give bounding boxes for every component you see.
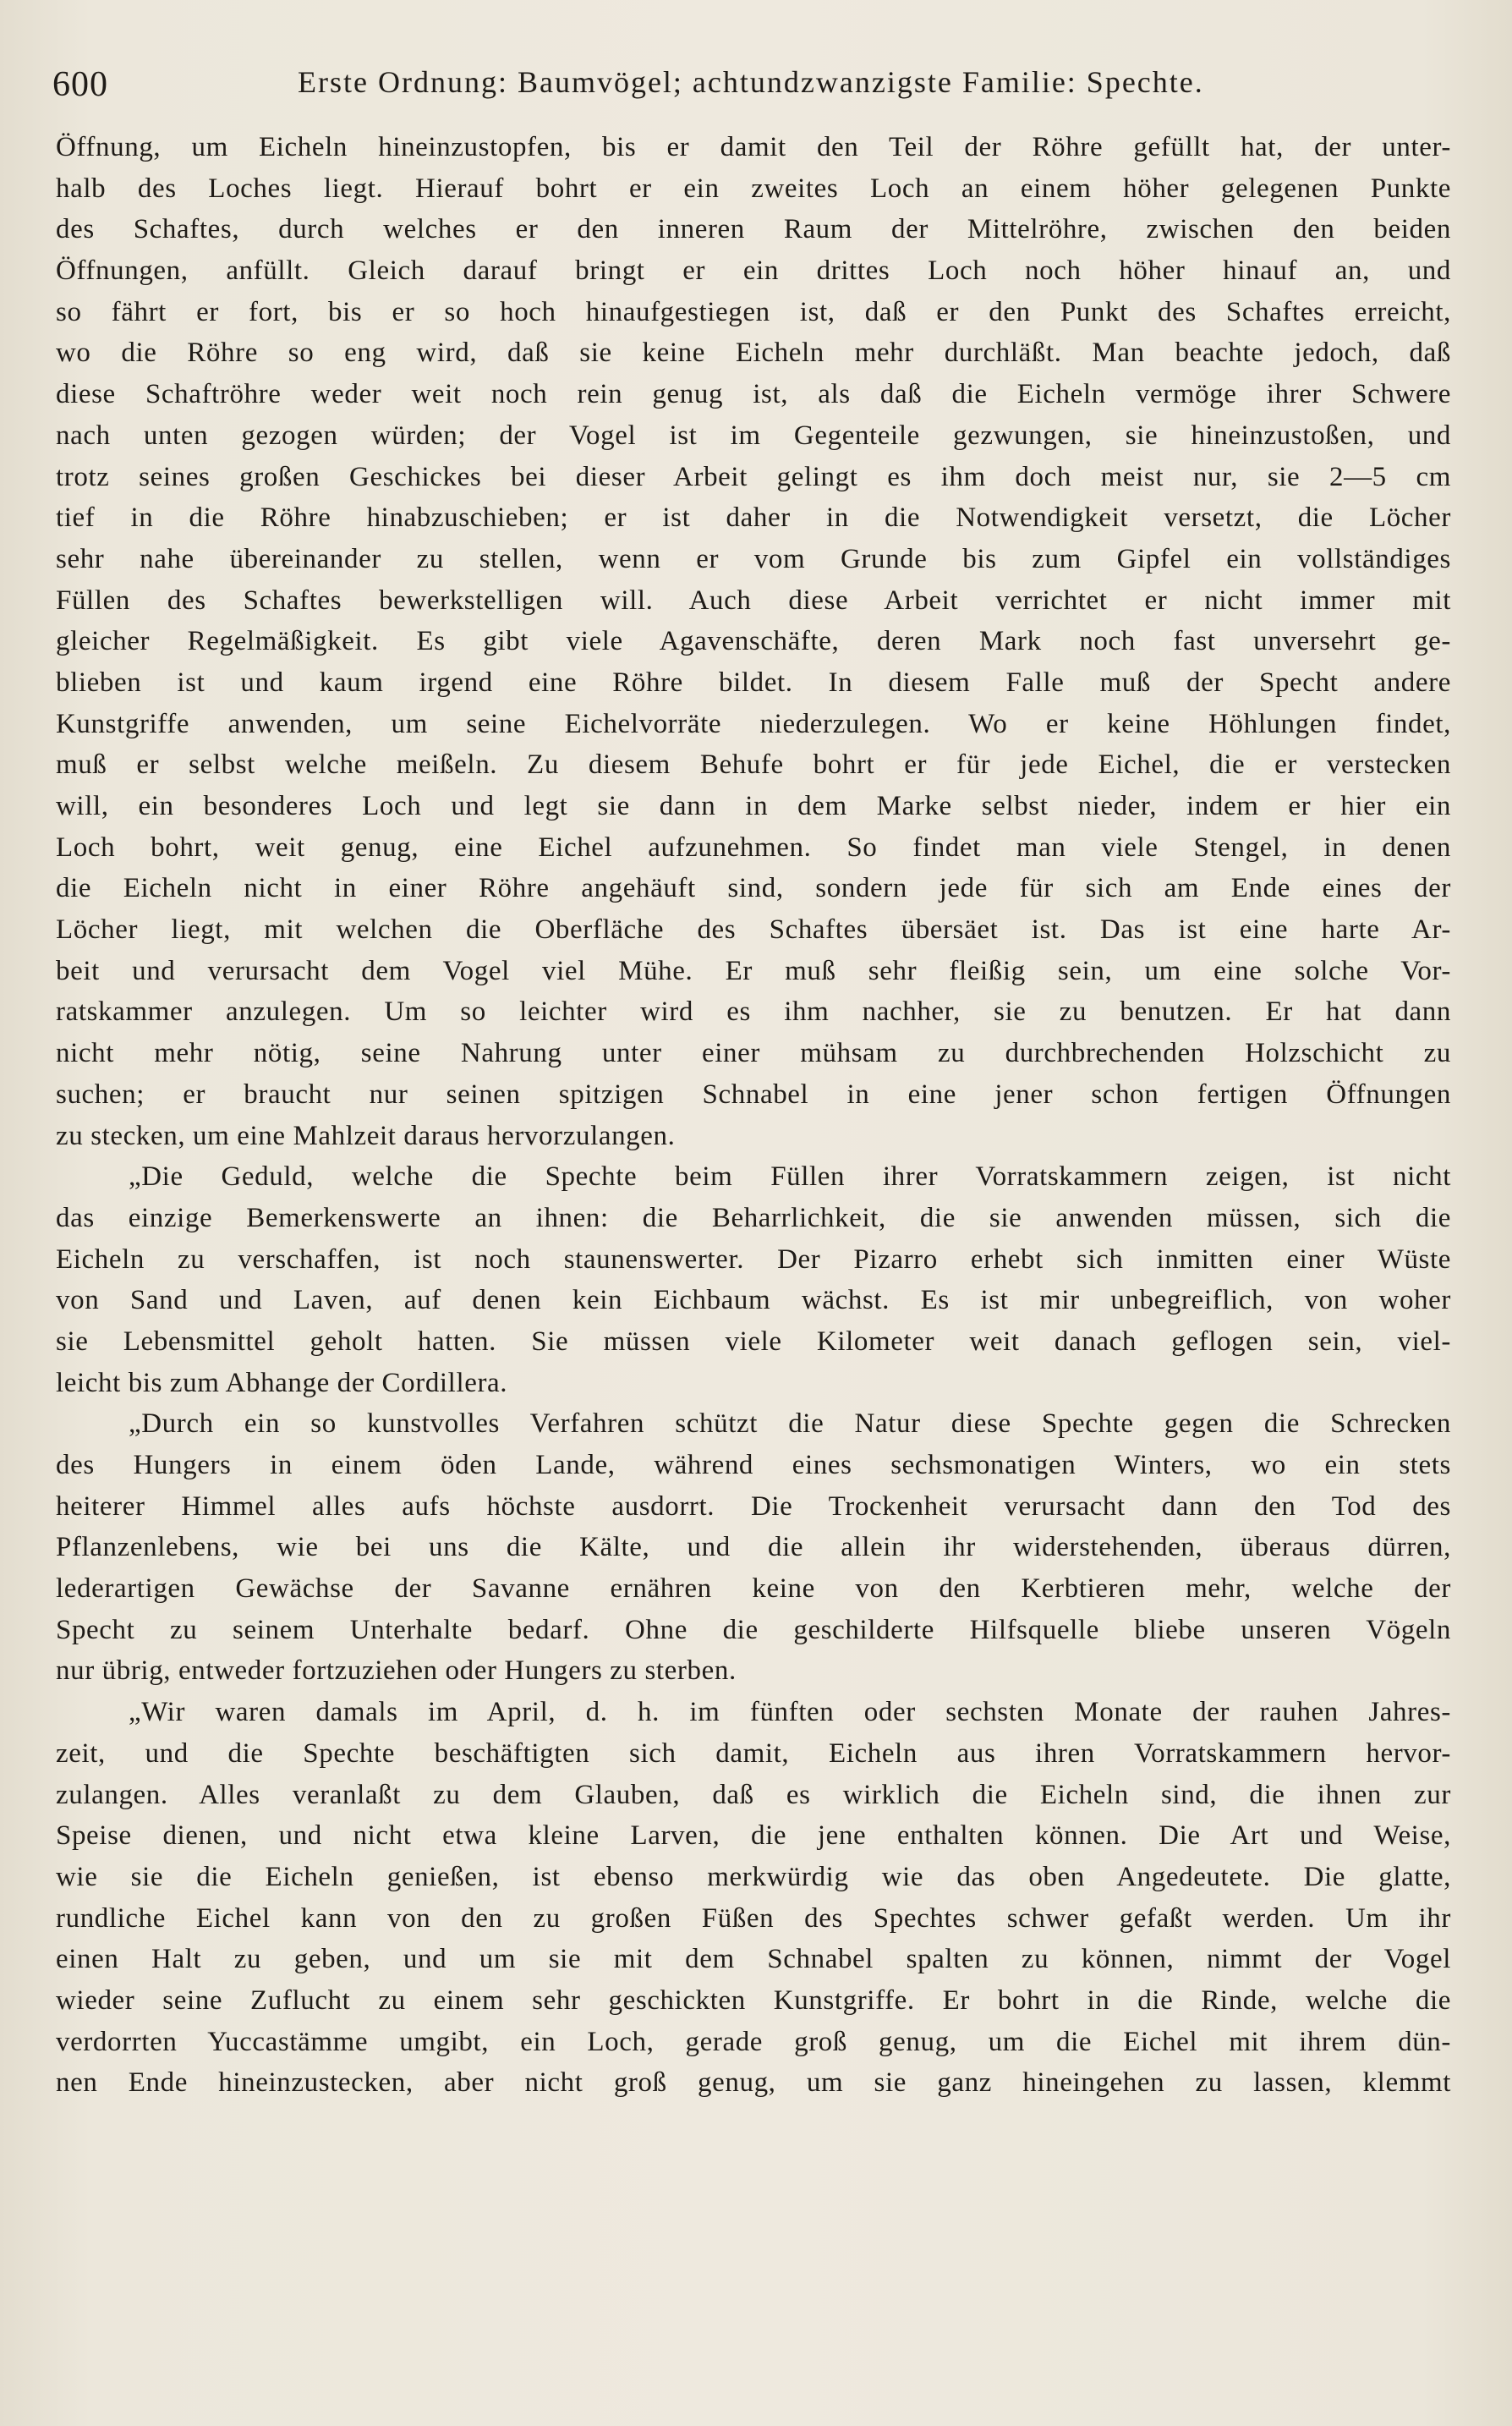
text-line: nach unten gezogen würden; der Vogel ist im Gegenteile gezwungen, sie hineinzustoßen, und [56, 420, 1451, 451]
text-line: von Sand und Laven, auf denen kein Eichbaum wächst. Es ist mir unbegreiflich, von woher [56, 1285, 1451, 1316]
text-line: Löcher liegt, mit welchen die Oberfläche des Schaftes übersäet ist. Das ist eine harte Ar- [56, 914, 1451, 946]
text-line: tief in die Röhre hinabzuschieben; er ist daher in die Notwendigkeit versetzt, die Löcher [56, 502, 1451, 534]
text-line: das einzige Bemerkenswerte an ihnen: die Beharrlichkeit, die sie anwenden müssen, sich die [56, 1202, 1451, 1233]
text-line: „Die Geduld, welche die Spechte beim Füllen ihrer Vorratskammern zeigen, ist nicht [129, 1161, 1451, 1193]
text-line: zeit, und die Spechte beschäftigten sich damit, Eicheln aus ihren Vorratskammern hervor- [56, 1737, 1451, 1769]
text-line: gleicher Regelmäßigkeit. Es gibt viele Agavenschäfte, deren Mark noch fast unversehrt ge- [56, 626, 1451, 657]
text-line: Kunstgriffe anwenden, um seine Eichelvorräte niederzulegen. Wo er keine Höhlungen findet, [56, 708, 1451, 739]
text-line: die Eicheln nicht in einer Röhre angehäuft sind, sondern jede für sich am Ende eines der [56, 873, 1451, 904]
text-line: „Durch ein so kunstvolles Verfahren schützt die Natur diese Spechte gegen die Schrecken [129, 1408, 1451, 1440]
text-line: Füllen des Schaftes bewerkstelligen will. Auch diese Arbeit verrichtet er nicht immer mit [56, 585, 1451, 616]
text-line: nen Ende hineinzustecken, aber nicht groß genug, um sie ganz hineingehen zu lassen, klemmt [56, 2067, 1451, 2099]
page-header [52, 59, 1465, 110]
text-line: wo die Röhre so eng wird, daß sie keine Eicheln mehr durchläßt. Man beachte jedoch, daß [56, 338, 1451, 369]
text-line: zulangen. Alles veranlaßt zu dem Glauben, daß es wirklich die Eicheln sind, die ihnen zur [56, 1779, 1451, 1810]
text-line: nur übrig, entweder fortzuziehen oder Hungers zu sterben. [56, 1655, 737, 1687]
text-line: ratskammer anzulegen. Um so leichter wird es ihm nachher, sie zu benutzen. Er hat dann [56, 996, 1451, 1028]
text-line: muß er selbst welche meißeln. Zu diesem Behufe bohrt er für jede Eichel, die er verstecken [56, 749, 1451, 781]
text-line: Öffnung, um Eicheln hineinzustopfen, bis er damit den Teil der Röhre gefüllt hat, der unter- [56, 132, 1451, 162]
text-line: Speise dienen, und nicht etwa kleine Larven, die jene enthalten können. Die Art und Weise, [56, 1820, 1451, 1852]
text-line: nicht mehr nötig, seine Nahrung unter einer mühsam zu durchbrechenden Holzschicht zu [56, 1038, 1451, 1069]
text-line: diese Schaftröhre weder weit noch rein genug ist, als daß die Eicheln vermöge ihrer Schwere [56, 379, 1451, 410]
text-line: wie sie die Eicheln genießen, ist ebenso merkwürdig wie das oben Angedeutete. Die glatte, [56, 1861, 1451, 1892]
text-line: so fährt er fort, bis er so hoch hinaufgestiegen ist, daß er den Punkt des Schaftes erreicht, [56, 296, 1451, 327]
text-line: Pflanzenlebens, wie bei uns die Kälte, und die allein ihr widerstehenden, überaus dürren, [56, 1532, 1451, 1563]
text-line: blieben ist und kaum irgend eine Röhre bildet. In diesem Falle muß der Specht andere [56, 667, 1451, 698]
text-line: verdorrten Yuccastämme umgibt, ein Loch, gerade groß genug, um die Eichel mit ihrem dün- [56, 2026, 1451, 2057]
text-line: leicht bis zum Abhange der Cordillera. [56, 1367, 508, 1398]
text-line: halb des Loches liegt. Hierauf bohrt er ein zweites Loch an einem höher gelegenen Punkte [56, 173, 1451, 204]
text-line: wieder seine Zuflucht zu einem sehr geschickten Kunstgriffe. Er bohrt in die Rinde, welche die [56, 1984, 1451, 2016]
text-line: will, ein besonderes Loch und legt sie dann in dem Marke selbst nieder, indem er hier ein [56, 791, 1451, 821]
running-head: Erste Ordnung: Baumvögel; achtundzwanzigste Familie: Spechte. [298, 65, 1204, 99]
text-line: beit und verursacht dem Vogel viel Mühe. Er muß sehr fleißig sein, um eine solche Vor- [56, 955, 1451, 986]
text-line: sehr nahe übereinander zu stellen, wenn er vom Grunde bis zum Gipfel ein vollständiges [56, 543, 1451, 574]
text-line: einen Halt zu geben, und um sie mit dem Schnabel spalten zu können, nimmt der Vogel [56, 1944, 1451, 1975]
text-line: Specht zu seinem Unterhalte bedarf. Ohne die geschilderte Hilfsquelle bliebe unseren Vögeln [56, 1614, 1451, 1645]
text-line: lederartigen Gewächse der Savanne ernähren keine von den Kerbtieren mehr, welche der [56, 1573, 1451, 1605]
text-line: trotz seines großen Geschickes bei dieser Arbeit gelingt es ihm doch meist nur, sie 2—5 cm [56, 461, 1451, 492]
text-line: Loch bohrt, weit genug, eine Eichel aufzunehmen. So findet man viele Stengel, in denen [56, 832, 1451, 863]
text-line: sie Lebensmittel geholt hatten. Sie müssen viele Kilometer weit danach geflogen sein, viel- [56, 1326, 1451, 1357]
text-line: rundliche Eichel kann von den zu großen Füßen des Spechtes schwer gefaßt werden. Um ihr [56, 1902, 1451, 1934]
text-line: zu stecken, um eine Mahlzeit daraus hervorzulangen. [56, 1120, 676, 1151]
text-line: Öffnungen, anfüllt. Gleich darauf bringt er ein drittes Loch noch höher hinauf an, und [56, 255, 1451, 287]
page-number: 600 [52, 65, 108, 104]
text-line: des Hungers in einem öden Lande, während eines sechsmonatigen Winters, wo ein stets [56, 1450, 1451, 1480]
text-line: des Schaftes, durch welches er den inneren Raum der Mittelröhre, zwischen den beiden [56, 214, 1451, 245]
text-line: „Wir waren damals im April, d. h. im fünften oder sechsten Monate der rauhen Jahres- [129, 1697, 1451, 1728]
text-line: suchen; er braucht nur seinen spitzigen Schnabel in eine jener schon fertigen Öffnungen [56, 1079, 1451, 1110]
body-text [56, 127, 1451, 2104]
text-line: Eicheln zu verschaffen, ist noch staunenswerter. Der Pizarro erhebt sich inmitten einer Wüste [56, 1243, 1451, 1275]
text-line: heiterer Himmel alles aufs höchste ausdorrt. Die Trockenheit verursacht dann den Tod des [56, 1490, 1451, 1522]
